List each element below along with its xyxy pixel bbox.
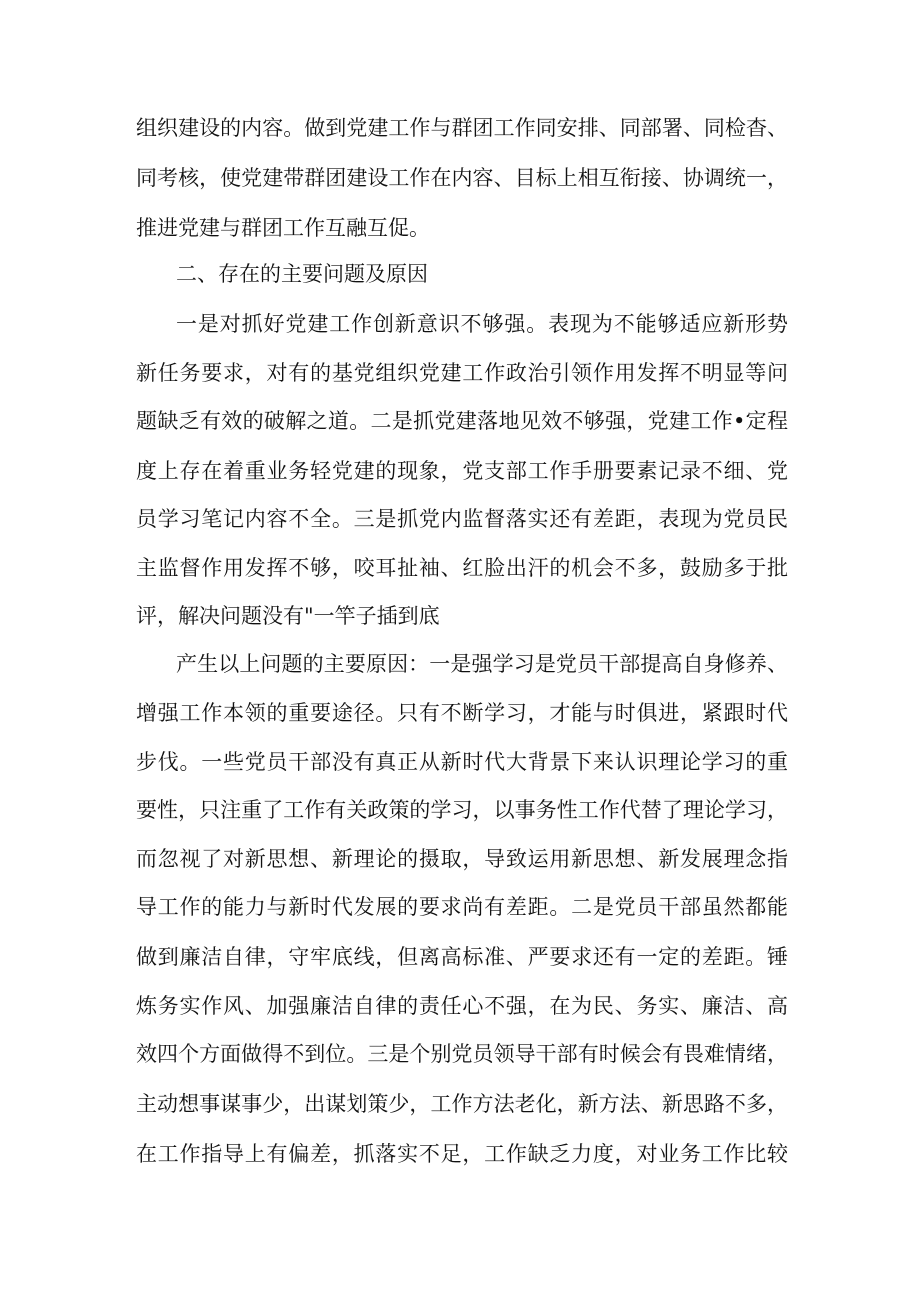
- text-line: 度上存在着重业务轻党建的现象，党支部工作手册要素记录不细、党: [136, 459, 788, 483]
- text-line: 推进党建与群团工作互融互促。: [136, 216, 430, 240]
- text-line: 在工作指导上有偏差，抓落实不足，工作缺乏力度，对业务工作比较: [136, 1142, 788, 1166]
- text-line: 一是对抓好党建工作创新意识不够强。表现为不能够适应新形势: [176, 312, 788, 336]
- text-line: 主动想事谋事少，出谋划策少，工作方法老化，新方法、新思路不多，: [136, 1092, 788, 1116]
- text-line: 而忽视了对新思想、新理论的摄取，导致运用新思想、新发展理念指: [136, 847, 788, 871]
- text-line: 导工作的能力与新时代发展的要求尚有差距。二是党员干部虽然都能: [136, 895, 788, 919]
- text-line: 同考核，使党建带群团建设工作在内容、目标上相互衔接、协调统一，: [136, 166, 788, 190]
- text-line: 效四个方面做得不到位。三是个别党员领导干部有时候会有畏难情绪，: [136, 1042, 788, 1066]
- text-line: 评，解决问题没有"一竿子插到底: [136, 604, 440, 628]
- text-line: 组织建设的内容。做到党建工作与群团工作同安排、同部署、同检杳、: [136, 116, 788, 140]
- text-line: 题缺乏有效的破解之道。二是抓党建落地见效不够强，党建工作•定程: [136, 409, 788, 433]
- text-line: 主监督作用发挥不够，咬耳扯袖、红脸出汗的机会不多，鼓励多于批: [136, 556, 788, 580]
- text-line: 员学习笔记内容不全。三是抓党内监督落实还有差距，表现为党员民: [136, 507, 788, 531]
- text-line: 做到廉洁自律，守牢底线，但离高标准、严要求还有一定的差距。锤: [136, 945, 788, 969]
- text-line: 要性，只注重了工作有关政策的学习，以事务性工作代替了理论学习，: [136, 798, 788, 822]
- text-line: 炼务实作风、加强廉洁自律的责任心不强，在为民、务实、廉洁、高: [136, 994, 788, 1018]
- section-heading: 二、存在的主要问题及原因: [176, 262, 428, 286]
- text-line: 产生以上问题的主要原因：一是强学习是党员干部提高自身修养、: [176, 652, 788, 676]
- text-line: 新任务要求，对有的基党组织党建工作政治引领作用发挥不明显等问: [136, 361, 788, 385]
- text-line: 步伐。一些党员干部没有真正从新时代大背景下来认识理论学习的重: [136, 750, 788, 774]
- text-line: 增强工作本领的重要途径。只有不断学习，才能与时俱进，紧跟时代: [136, 701, 788, 725]
